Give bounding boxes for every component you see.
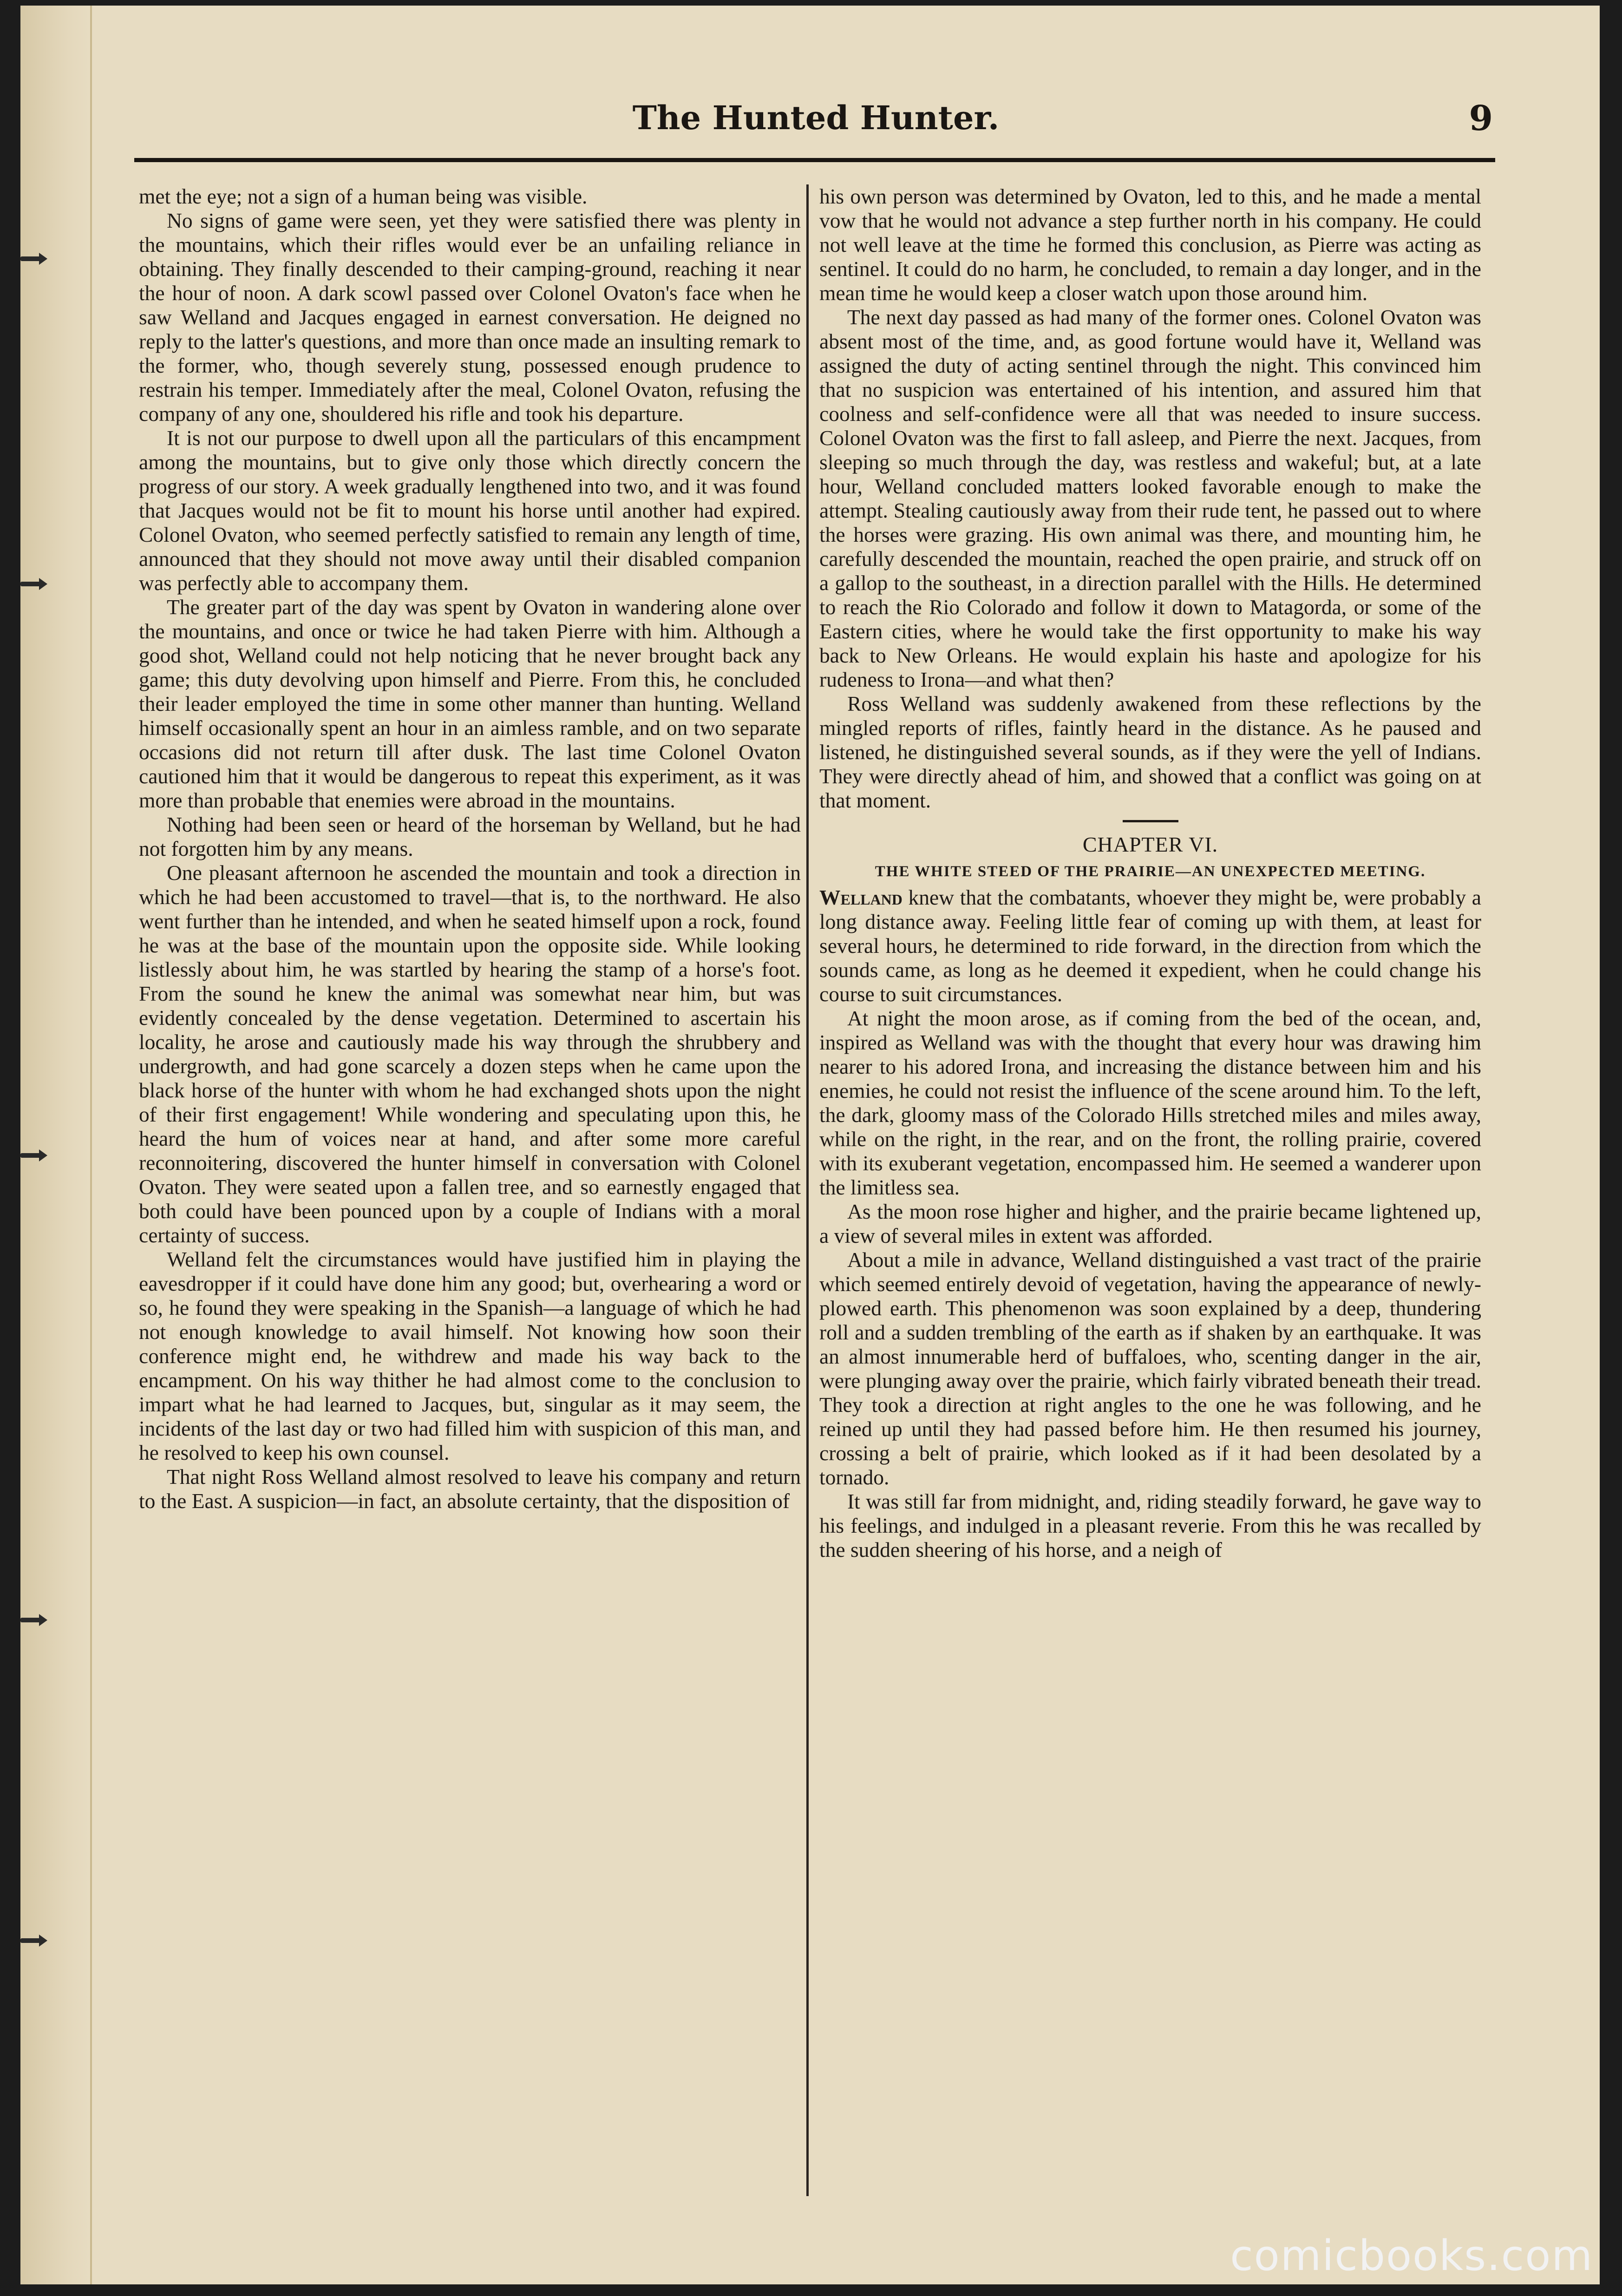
paragraph: Welland felt the circumstances would have justified him in playing the eavesdropper if it could have done him any good; but, overhearing a word or so, he found they were speaking in the Spanish—a language of which he had not enough knowledge to avail himself. Not knowing how soon their conference might end, he withdrew and made his way back to the encampment. On his way thither he had almost come to the conclusion to impart what he had learned to Jacques, but, singular as it may seem, the incidents of the last day or two had filled him with suspicion of this man, and he resolved to keep his own counsel. xyxy=(139,1247,801,1464)
binding-stitch xyxy=(20,1153,41,1158)
left-column xyxy=(139,184,801,1513)
binding-stitch xyxy=(20,1938,41,1943)
header-rule xyxy=(134,158,1495,162)
paragraph: The next day passed as had many of the former ones. Colonel Ovaton was absent most of the time, and, as good fortune would have it, Welland was assigned the duty of acting sentinel through the night. This convinced him that no suspicion was entertained of his intention, and assured him that coolness and self-confidence were all that was needed to insure success. Colonel Ovaton was the first to fall asleep, and Pierre the next. Jacques, from sleeping so much through the day, was restless and wakeful; but, at a late hour, Welland concluded matters looked favorable enough to make the attempt. Stealing cautiously away from their rude tent, he passed out to where the horses were grazing. His own animal was there, and mounting him, he carefully descended the mountain, reached the open prairie, and struck off on a gallop to the southeast, in a direction parallel with the Hills. He determined to reach the Rio Colorado and follow it down to Matagorda, or some of the Eastern cities, where he would take the first opportunity to make his way back to New Orleans. He would explain his haste and apologize for his rudeness to Irona—and what then? xyxy=(819,305,1481,691)
binding-stitch xyxy=(20,256,41,261)
chapter-first-paragraph-text: knew that the combatants, whoever they might be, were probably a long distance away. Feeling little fear of coming up with them, at least for several hours, he determined to ride forward, in the direction from which the sounds came, as long as he deemed it expedient, when he could change his course to suit circumstances. xyxy=(819,886,1481,1006)
paragraph: met the eye; not a sign of a human being was visible. xyxy=(139,184,588,208)
chapter-heading: CHAPTER VI. xyxy=(1082,833,1218,856)
paragraph: It was still far from midnight, and, riding steadily forward, he gave way to his feelings, and indulged in a pleasant reverie. From this he was recalled by the sudden sheering of his horse, and a neigh of xyxy=(819,1489,1481,1561)
chapter-first-paragraph xyxy=(819,886,1481,1006)
binding-stitch xyxy=(20,582,41,586)
chapter-lead-word: Welland xyxy=(819,886,903,909)
paragraph: One pleasant afternoon he ascended the mountain and took a direction in which he had been accustomed to travel—that is, to the northward. He also went further than he intended, and when he seated himself upon a rock, found he was at the base of the mountain upon the opposite side. While looking listlessly about him, he was startled by hearing the stamp of a horse's foot. From the sound he knew the animal was somewhat near him, but was evidently concealed by the dense vegetation. Determined to ascertain his locality, he arose and cautiously made his way through the shrubbery and undergrowth, and had gone scarcely a dozen steps when he came upon the black horse of the hunter with whom he had exchanged shots upon the night of their first engagement! While wondering and speculating upon this, he heard the hum of voices near at hand, and after some more careful reconnoitering, discovered the hunter himself in conversation with Colonel Ovaton. They were seated upon a fallen tree, and so earnestly engaged that both could have been pounced upon by a couple of Indians with a moral certainty of success. xyxy=(139,861,801,1247)
paragraph: The greater part of the day was spent by Ovaton in wandering alone over the mountains, and once or twice he had taken Pierre with him. Although a good shot, Welland could not help noticing that he never brought back any game; this duty devolving upon himself and Pierre. From this, he concluded their leader employed the time in some other manner than hunting. Welland himself occasionally spent an hour in an aimless ramble, and on two separate occasions did not return till after dusk. The last time Colonel Ovaton cautioned him that it would be dangerous to repeat this experiment, as it was more than probable that enemies were abroad in the mountains. xyxy=(139,595,801,812)
section-rule xyxy=(1123,820,1178,822)
paragraph: No signs of game were seen, yet they were satisfied there was plenty in the mountains, which their rifles would ever be an unfailing reliance in obtaining. They finally descended to their camping-ground, reaching it near the hour of noon. A dark scowl passed over Colonel Ovaton's face when he saw Welland and Jacques engaged in earnest conversation. He deigned no reply to the latter's questions, and more than once made an insulting remark to the former, who, though severely stung, possessed enough prudence to restrain his temper. Immediately after the meal, Colonel Ovaton, refusing the company of any one, shouldered his rifle and took his departure. xyxy=(139,209,801,426)
watermark: comicbooks.com xyxy=(1230,2231,1593,2280)
page-number: 9 xyxy=(1469,98,1493,138)
paragraph: Nothing had been seen or heard of the horseman by Welland, but he had not forgotten him by any means. xyxy=(139,813,801,860)
binding-stitch xyxy=(20,1618,41,1622)
scanned-page xyxy=(20,6,1600,2284)
paragraph: Ross Welland was suddenly awakened from these reflections by the mingled reports of rifles, faintly heard in the distance. As he paused and listened, he distinguished several sounds, as if they were the yell of Indians. They were directly ahead of him, and showed that a conflict was going on at that moment. xyxy=(819,692,1481,812)
binding-edge xyxy=(20,6,92,2284)
right-column xyxy=(819,184,1481,1562)
column-divider xyxy=(806,184,809,2196)
paragraph: his own person was determined by Ovaton, led to this, and he made a mental vow that he would not advance a step further north in his company. He could not well leave at the time he formed this conclusion, as Pierre was acting as sentinel. It could do no harm, he concluded, to remain a day longer, and in the mean time he would keep a closer watch upon those around him. xyxy=(819,184,1481,305)
paragraph: That night Ross Welland almost resolved to leave his company and return to the East. A suspicion—in fact, an absolute certainty, that the disposition of xyxy=(139,1465,801,1513)
paragraph: As the moon rose higher and higher, and the prairie became lightened up, a view of several miles in extent was afforded. xyxy=(819,1200,1481,1247)
paragraph: It is not our purpose to dwell upon all the particulars of this encampment among the mountains, but to give only those which directly concern the progress of our story. A week gradually lengthened into two, and it was found that Jacques would not be fit to mount his horse until another had expired. Colonel Ovaton, who seemed perfectly satisfied to remain any length of time, announced that they should not move away until their disabled companion was perfectly able to accompany them. xyxy=(139,426,801,595)
chapter-subtitle: THE WHITE STEED OF THE PRAIRIE—AN UNEXPECTED MEETING. xyxy=(875,863,1426,880)
paragraph: About a mile in advance, Welland distinguished a vast tract of the prairie which seemed entirely devoid of vegetation, having the appearance of newly-plowed earth. This phenomenon was soon explained by a deep, thundering roll and a sudden trembling of the earth as if shaken by an earthquake. It was an almost innumerable herd of buffaloes, who, scenting danger in the air, were plunging away over the prairie, which fairly vibrated beneath their tread. They took a direction at right angles to the one he was following, and he reined up until they had passed before him. He then resumed his journey, crossing a belt of prairie, which looked as if it had been desolated by a tornado. xyxy=(819,1248,1481,1489)
running-head xyxy=(139,98,1493,150)
running-title: The Hunted Hunter. xyxy=(632,98,1000,137)
paragraph: At night the moon arose, as if coming from the bed of the ocean, and, inspired as Welland was with the thought that every hour was drawing him nearer to his adored Irona, and increasing the distance between him and his enemies, he could not resist the influence of the scene around him. To the left, the dark, gloomy mass of the Colorado Hills stretched miles and miles away, while on the right, in the rear, and on the front, the rolling prairie, covered with its exuberant vegetation, encompassed him. He seemed a wanderer upon the limitless sea. xyxy=(819,1006,1481,1199)
